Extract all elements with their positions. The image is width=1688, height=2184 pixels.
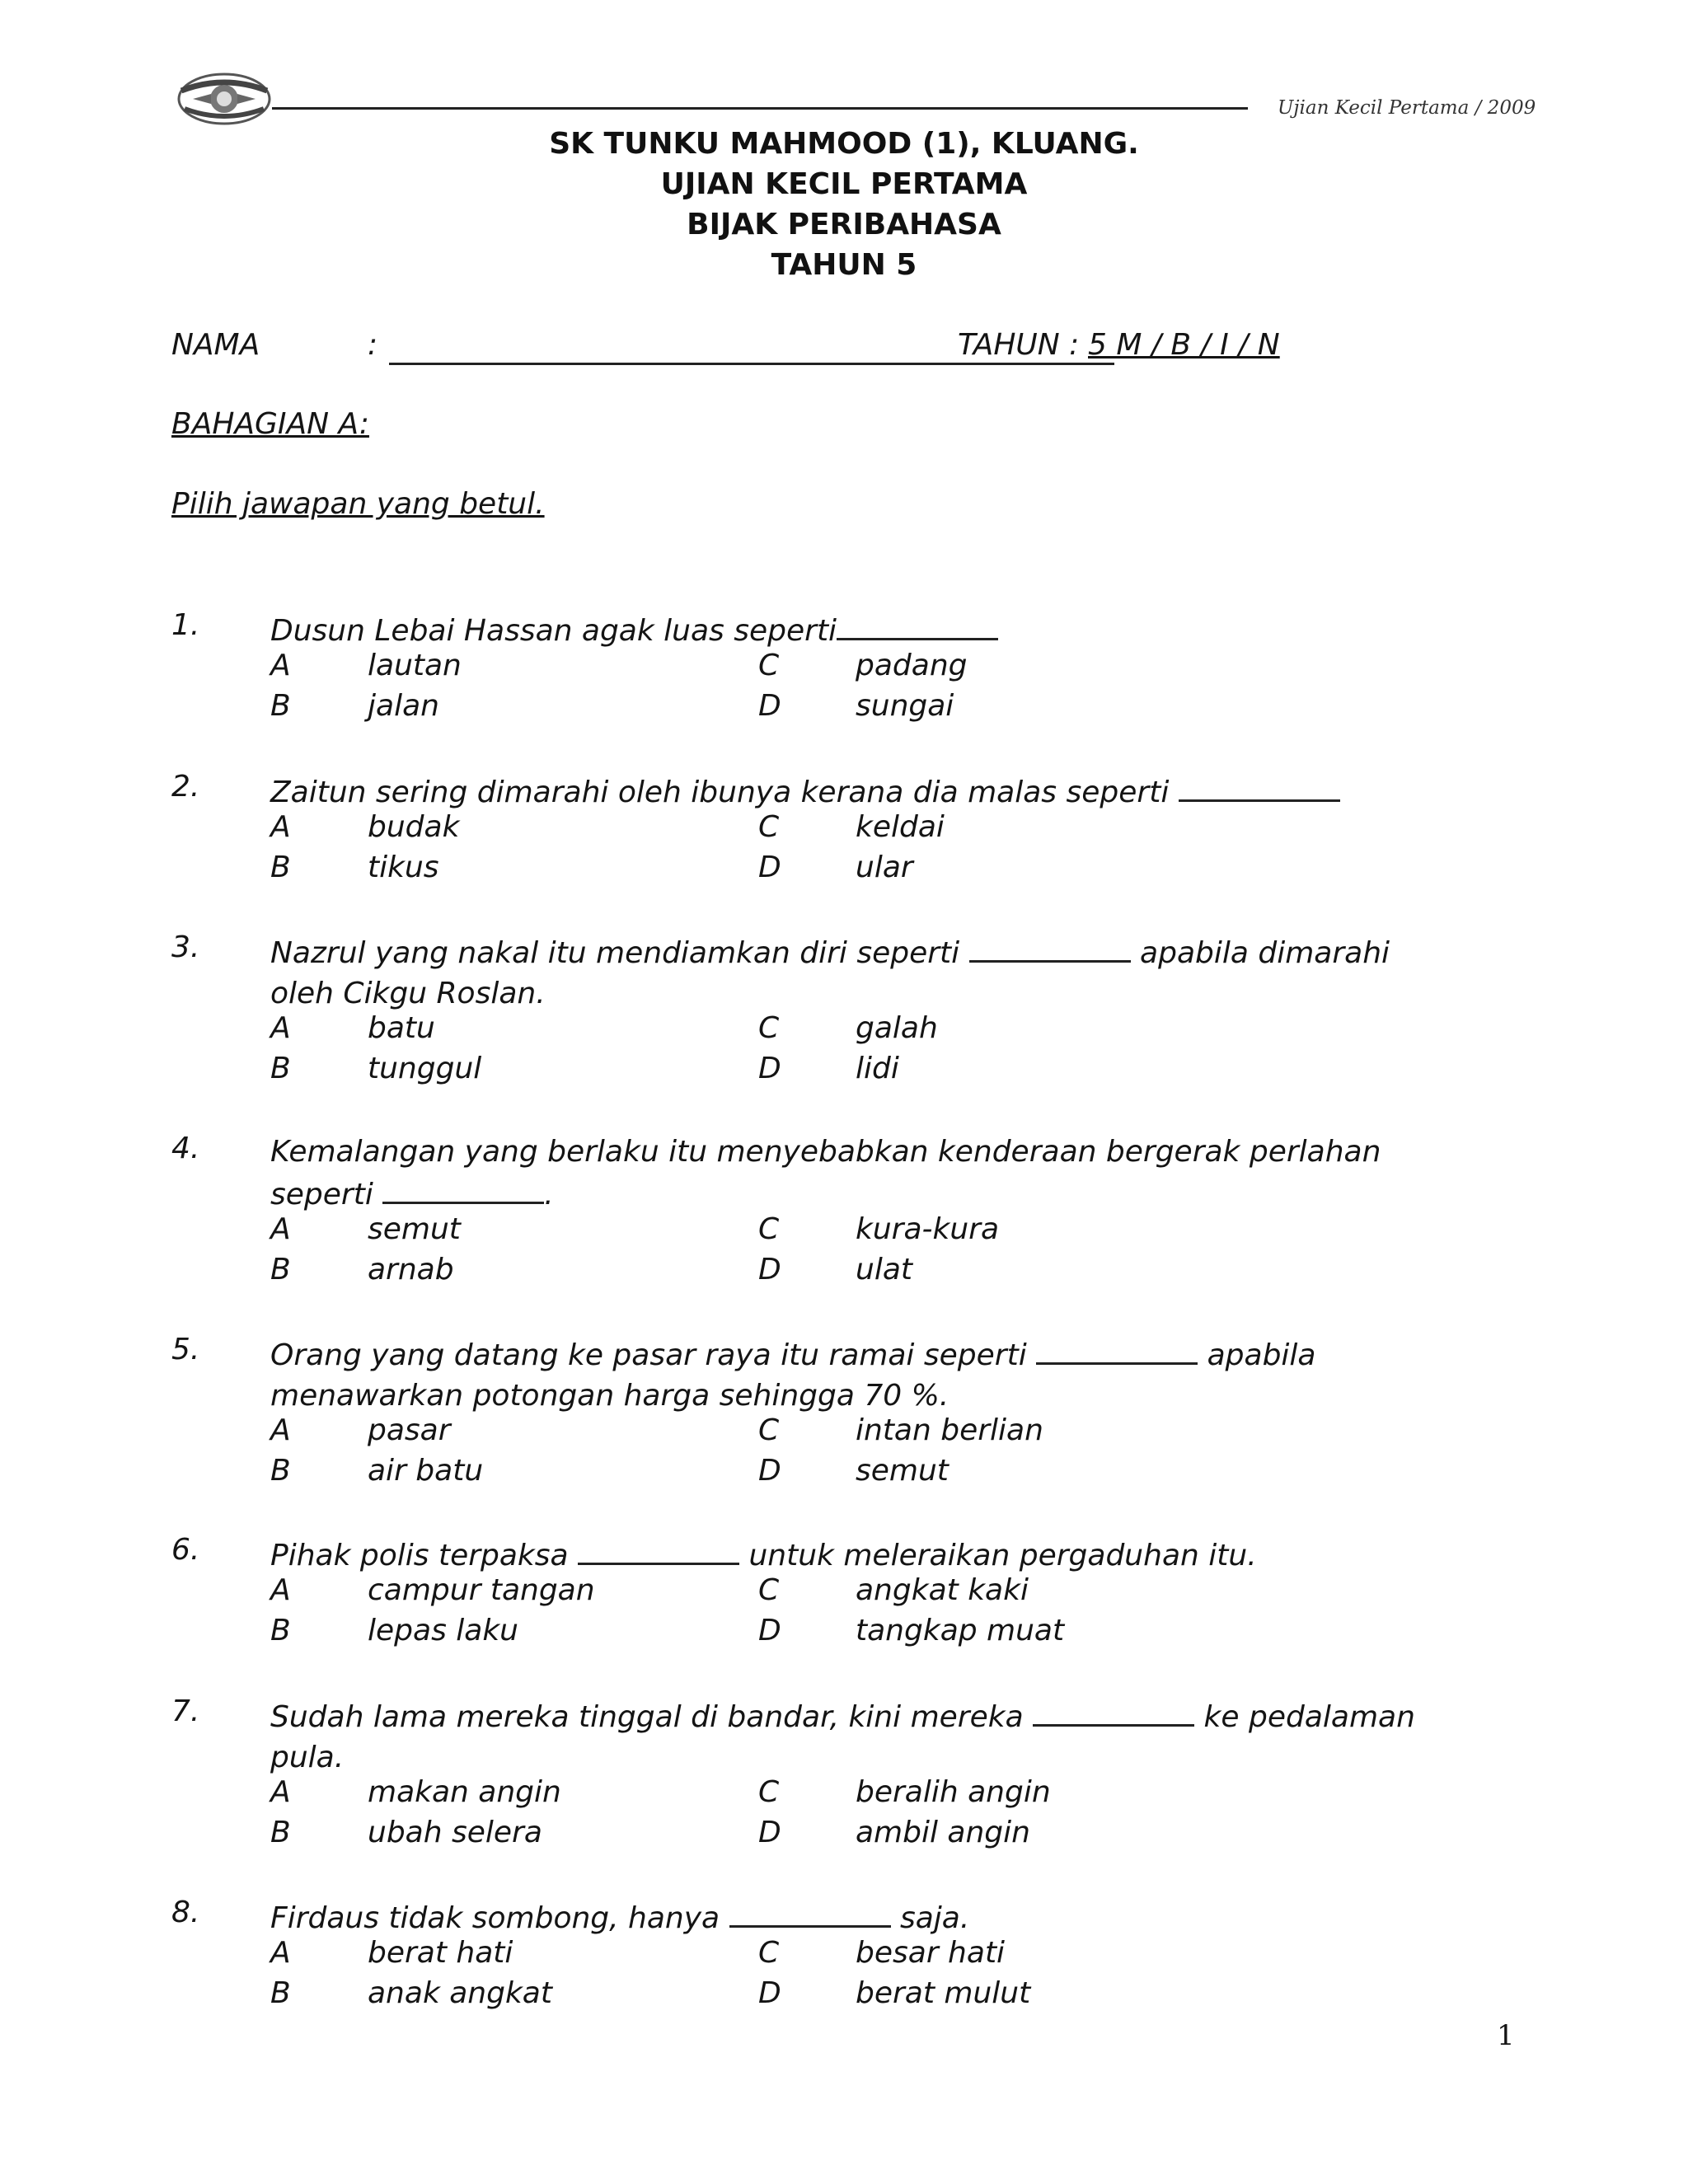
option-c-text[interactable]: beralih angin (856, 1775, 1051, 1809)
option-d-text[interactable]: berat mulut (856, 1976, 1031, 2010)
stem-line: Dusun Lebai Hassan agak luas seperti (270, 608, 1531, 651)
option-b-letter[interactable]: B (270, 1816, 291, 1849)
exam-title: UJIAN KECIL PERTAMA (660, 167, 1028, 201)
question-stem (270, 608, 1531, 651)
stem-line: Zaitun sering dimarahi oleh ibunya kerana dia malas seperti (270, 770, 1531, 813)
answer-blank[interactable] (1036, 1333, 1198, 1365)
option-d-text[interactable]: lidi (856, 1052, 899, 1085)
option-b-letter[interactable]: B (270, 689, 291, 723)
question-stem (270, 1333, 1531, 1416)
option-a-letter[interactable]: A (270, 1775, 291, 1809)
option-d-letter[interactable]: D (758, 1253, 781, 1286)
page-number: 1 (1497, 2019, 1515, 2052)
option-c-text[interactable]: galah (856, 1011, 938, 1045)
option-b-letter[interactable]: B (270, 851, 291, 884)
option-b-text[interactable]: tunggul (368, 1052, 482, 1085)
question-number: 2. (171, 770, 200, 804)
option-b-letter[interactable]: B (270, 1614, 291, 1647)
title-block (0, 124, 1688, 285)
name-colon: : (368, 328, 378, 362)
answer-blank[interactable] (837, 608, 998, 640)
tahun-value: 5 M / B / I / N (1088, 328, 1280, 362)
option-c-letter[interactable]: C (758, 810, 780, 844)
option-a-text[interactable]: semut (368, 1212, 461, 1246)
option-b-letter[interactable]: B (270, 1976, 291, 2010)
option-d-letter[interactable]: D (758, 689, 781, 723)
section-instruction: Pilih jawapan yang betul. (171, 487, 545, 521)
option-b-letter[interactable]: B (270, 1253, 291, 1286)
stem-line: seperti . (270, 1172, 1531, 1215)
option-c-text[interactable]: keldai (856, 810, 945, 844)
option-c-letter[interactable]: C (758, 1573, 780, 1607)
answer-blank[interactable] (382, 1172, 544, 1204)
answer-blank[interactable] (969, 930, 1131, 963)
stem-line: Firdaus tidak sombong, hanya saja. (270, 1896, 1531, 1938)
option-c-letter[interactable]: C (758, 1011, 780, 1045)
question-number: 7. (171, 1694, 200, 1728)
option-a-text[interactable]: campur tangan (368, 1573, 595, 1607)
answer-blank[interactable] (1033, 1694, 1194, 1727)
stem-line: menawarkan potongan harga sehingga 70 %. (270, 1379, 950, 1413)
option-c-text[interactable]: angkat kaki (856, 1573, 1029, 1607)
name-label: NAMA (171, 328, 260, 362)
option-b-text[interactable]: anak angkat (368, 1976, 552, 2010)
question-number: 1. (171, 608, 200, 642)
option-c-letter[interactable]: C (758, 1775, 780, 1809)
option-a-text[interactable]: makan angin (368, 1775, 561, 1809)
option-b-text[interactable]: ubah selera (368, 1816, 542, 1849)
stem-line: pula. (270, 1741, 345, 1774)
question-stem (270, 1694, 1531, 1778)
stem-line: oleh Cikgu Roslan. (270, 977, 546, 1010)
question-stem (270, 1896, 1531, 1938)
header-rule (272, 107, 1248, 110)
stem-line: Sudah lama mereka tinggal di bandar, kini mereka ke pedalaman (270, 1694, 1531, 1737)
option-c-text[interactable]: kura-kura (856, 1212, 1000, 1246)
option-d-text[interactable]: ular (856, 851, 913, 884)
option-d-letter[interactable]: D (758, 1614, 781, 1647)
subject-title: BIJAK PERIBAHASA (687, 208, 1001, 241)
option-a-text[interactable]: berat hati (368, 1936, 513, 1970)
option-c-letter[interactable]: C (758, 1212, 780, 1246)
question-number: 5. (171, 1333, 200, 1366)
option-b-letter[interactable]: B (270, 1052, 291, 1085)
option-d-text[interactable]: ambil angin (856, 1816, 1030, 1849)
option-c-letter[interactable]: C (758, 1413, 780, 1447)
school-title: SK TUNKU MAHMOOD (1), KLUANG. (549, 127, 1139, 161)
option-d-letter[interactable]: D (758, 851, 781, 884)
option-d-letter[interactable]: D (758, 1976, 781, 2010)
option-c-letter[interactable]: C (758, 649, 780, 682)
school-crest-logo (175, 69, 274, 129)
option-b-text[interactable]: tikus (368, 851, 439, 884)
option-d-text[interactable]: tangkap muat (856, 1614, 1065, 1647)
option-b-text[interactable]: jalan (368, 689, 439, 723)
question-stem (270, 770, 1531, 813)
option-c-text[interactable]: intan berlian (856, 1413, 1043, 1447)
option-a-text[interactable]: pasar (368, 1413, 451, 1447)
option-a-letter[interactable]: A (270, 1413, 291, 1447)
option-a-letter[interactable]: A (270, 1936, 291, 1970)
option-a-text[interactable]: batu (368, 1011, 435, 1045)
question-number: 8. (171, 1896, 200, 1929)
section-title: BAHAGIAN A: (171, 407, 369, 441)
question-number: 6. (171, 1533, 200, 1567)
question-stem (270, 1533, 1531, 1576)
option-a-text[interactable]: budak (368, 810, 460, 844)
option-b-text[interactable]: lepas laku (368, 1614, 518, 1647)
option-d-letter[interactable]: D (758, 1816, 781, 1849)
option-b-text[interactable]: air batu (368, 1454, 484, 1488)
question-stem (270, 1132, 1531, 1215)
option-b-text[interactable]: arnab (368, 1253, 454, 1286)
option-a-letter[interactable]: A (270, 1011, 291, 1045)
option-a-letter[interactable]: A (270, 810, 291, 844)
answer-blank[interactable] (578, 1533, 739, 1565)
option-b-letter[interactable]: B (270, 1454, 291, 1488)
stem-line: Kemalangan yang berlaku itu menyebabkan kenderaan bergerak perlahan (270, 1135, 1381, 1169)
option-d-letter[interactable]: D (758, 1454, 781, 1488)
question-stem (270, 930, 1531, 1014)
option-c-text[interactable]: besar hati (856, 1936, 1006, 1970)
header-exam-label: Ujian Kecil Pertama / 2009 (1278, 97, 1536, 119)
tahun-label: TAHUN : (958, 328, 1080, 362)
stem-line: Pihak polis terpaksa untuk meleraikan pergaduhan itu. (270, 1533, 1531, 1576)
year-title: TAHUN 5 (771, 248, 917, 282)
option-a-letter[interactable]: A (270, 1212, 291, 1246)
option-a-letter[interactable]: A (270, 1573, 291, 1607)
answer-blank[interactable] (729, 1896, 891, 1928)
option-d-text[interactable]: sungai (856, 689, 954, 723)
option-a-text[interactable]: lautan (368, 649, 462, 682)
answer-blank[interactable] (1179, 770, 1340, 802)
stem-line: Nazrul yang nakal itu mendiamkan diri seperti apabila dimarahi (270, 930, 1531, 973)
option-d-letter[interactable]: D (758, 1052, 781, 1085)
option-d-text[interactable]: ulat (856, 1253, 912, 1286)
option-c-text[interactable]: padang (856, 649, 968, 682)
question-number: 3. (171, 930, 200, 964)
question-number: 4. (171, 1132, 200, 1165)
stem-line: Orang yang datang ke pasar raya itu ramai seperti apabila (270, 1333, 1531, 1376)
option-c-letter[interactable]: C (758, 1936, 780, 1970)
option-a-letter[interactable]: A (270, 649, 291, 682)
option-d-text[interactable]: semut (856, 1454, 949, 1488)
name-field-line[interactable] (389, 363, 1114, 365)
